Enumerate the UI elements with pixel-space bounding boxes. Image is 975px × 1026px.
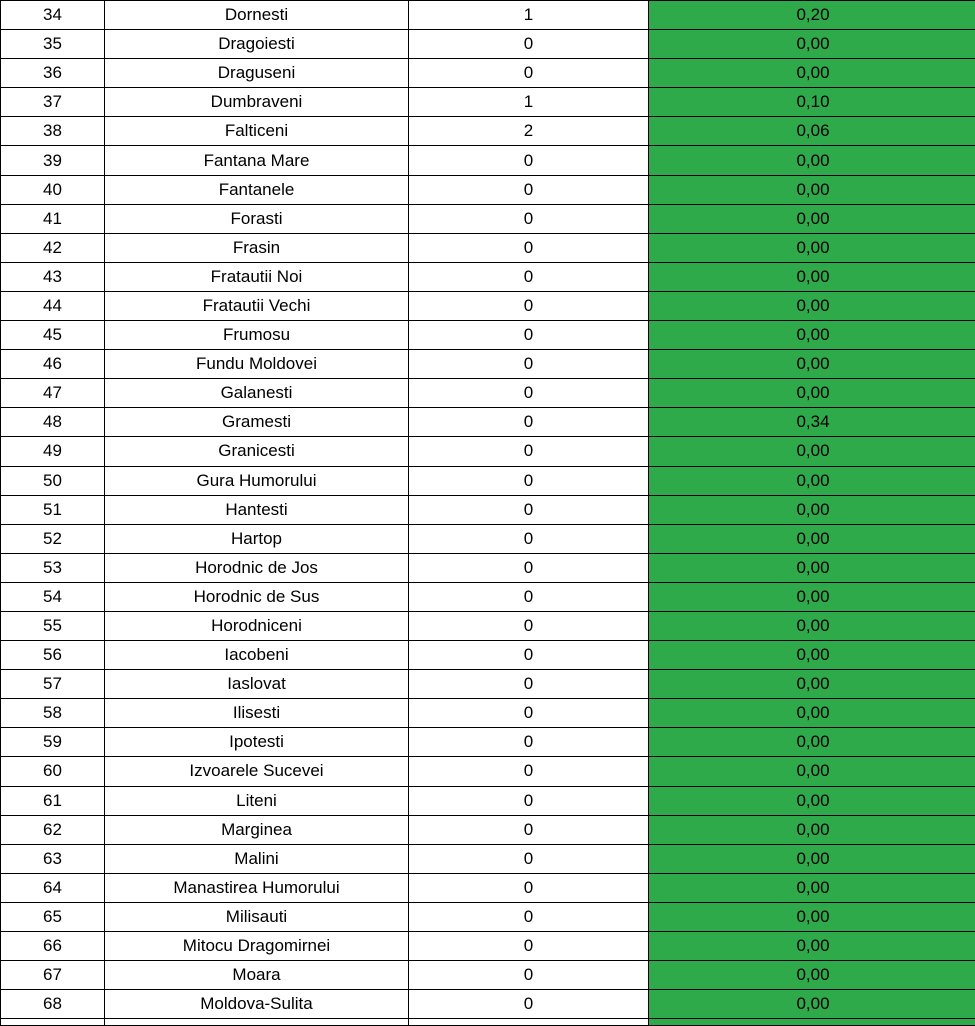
incidence-rate-cell[interactable]: 0,00: [649, 233, 975, 262]
locality-name-cell[interactable]: Hartop: [105, 524, 409, 553]
row-number-cell[interactable]: 47: [1, 379, 105, 408]
case-count-cell[interactable]: 0: [409, 204, 649, 233]
locality-name-cell[interactable]: Moara: [105, 961, 409, 990]
row-number-cell[interactable]: 66: [1, 932, 105, 961]
table-row: [1, 873, 975, 902]
row-number-cell[interactable]: 60: [1, 757, 105, 786]
incidence-rate-cell[interactable]: 0,00: [649, 524, 975, 553]
case-count-cell[interactable]: 0: [409, 990, 649, 1019]
case-count-cell[interactable]: 0: [409, 262, 649, 291]
locality-name-cell[interactable]: Fratautii Vechi: [105, 291, 409, 320]
incidence-rate-cell[interactable]: 0,00: [649, 932, 975, 961]
case-count-cell[interactable]: 0: [409, 611, 649, 640]
incidence-rate-cell[interactable]: 0,00: [649, 670, 975, 699]
row-number-cell[interactable]: 37: [1, 88, 105, 117]
locality-name-cell[interactable]: Fantanele: [105, 175, 409, 204]
row-number-cell[interactable]: 40: [1, 175, 105, 204]
incidence-rate-cell[interactable]: 0,00: [649, 466, 975, 495]
table-row: [1, 321, 975, 350]
case-count-cell[interactable]: 0: [409, 786, 649, 815]
case-count-cell[interactable]: 2: [409, 117, 649, 146]
locality-name-cell[interactable]: Draguseni: [105, 59, 409, 88]
case-count-cell[interactable]: 0: [409, 641, 649, 670]
row-number-cell[interactable]: 50: [1, 466, 105, 495]
table-row: [1, 291, 975, 320]
locality-name-cell[interactable]: Horodnic de Sus: [105, 582, 409, 611]
incidence-rate-cell[interactable]: 0,00: [649, 175, 975, 204]
case-count-cell[interactable]: 0: [409, 146, 649, 175]
locality-name-cell[interactable]: Milisauti: [105, 902, 409, 931]
row-number-cell[interactable]: 39: [1, 146, 105, 175]
row-number-cell-partial: [1, 1019, 105, 1026]
table-row: [1, 30, 975, 59]
incidence-rate-cell[interactable]: 0,00: [649, 641, 975, 670]
row-number-cell[interactable]: 63: [1, 844, 105, 873]
row-number-cell[interactable]: 42: [1, 233, 105, 262]
row-number-cell[interactable]: 64: [1, 873, 105, 902]
case-count-cell[interactable]: 0: [409, 524, 649, 553]
incidence-rate-cell[interactable]: 0,00: [649, 146, 975, 175]
locality-name-cell[interactable]: Fundu Moldovei: [105, 350, 409, 379]
case-count-cell[interactable]: 0: [409, 495, 649, 524]
incidence-rate-cell[interactable]: 0,00: [649, 786, 975, 815]
table-row: [1, 437, 975, 466]
incidence-rate-cell[interactable]: 0,00: [649, 873, 975, 902]
locality-name-cell[interactable]: Liteni: [105, 786, 409, 815]
locality-name-cell[interactable]: Galanesti: [105, 379, 409, 408]
incidence-rate-cell[interactable]: 0,06: [649, 117, 975, 146]
incidence-rate-cell[interactable]: 0,00: [649, 582, 975, 611]
incidence-rate-cell[interactable]: 0,34: [649, 408, 975, 437]
case-count-cell[interactable]: 0: [409, 291, 649, 320]
case-count-cell-partial: [409, 1019, 649, 1026]
case-count-cell[interactable]: 0: [409, 815, 649, 844]
locality-name-cell[interactable]: Gramesti: [105, 408, 409, 437]
table-row: [1, 728, 975, 757]
incidence-rate-cell[interactable]: 0,00: [649, 291, 975, 320]
table-row: [1, 466, 975, 495]
incidence-rate-cell[interactable]: 0,20: [649, 1, 975, 30]
locality-name-cell[interactable]: Dragoiesti: [105, 30, 409, 59]
case-count-cell[interactable]: 0: [409, 59, 649, 88]
table-row: [1, 524, 975, 553]
case-count-cell[interactable]: 0: [409, 873, 649, 902]
table-row: [1, 204, 975, 233]
case-count-cell[interactable]: 0: [409, 757, 649, 786]
locality-name-cell-partial: [105, 1019, 409, 1026]
table-row: [1, 88, 975, 117]
row-number-cell[interactable]: 36: [1, 59, 105, 88]
case-count-cell[interactable]: 0: [409, 437, 649, 466]
row-number-cell[interactable]: 52: [1, 524, 105, 553]
incidence-rate-cell[interactable]: 0,00: [649, 30, 975, 59]
row-number-cell[interactable]: 44: [1, 291, 105, 320]
row-number-cell[interactable]: 35: [1, 30, 105, 59]
locality-name-cell[interactable]: Mitocu Dragomirnei: [105, 932, 409, 961]
incidence-rate-cell[interactable]: 0,00: [649, 844, 975, 873]
incidence-rate-cell[interactable]: 0,00: [649, 321, 975, 350]
case-count-cell[interactable]: 0: [409, 961, 649, 990]
locality-name-cell[interactable]: Fratautii Noi: [105, 262, 409, 291]
row-number-cell[interactable]: 48: [1, 408, 105, 437]
row-number-cell[interactable]: 38: [1, 117, 105, 146]
table-row: [1, 641, 975, 670]
row-number-cell[interactable]: 51: [1, 495, 105, 524]
locality-name-cell[interactable]: Gura Humorului: [105, 466, 409, 495]
locality-name-cell[interactable]: Manastirea Humorului: [105, 873, 409, 902]
case-count-cell[interactable]: 0: [409, 30, 649, 59]
row-number-cell[interactable]: 56: [1, 641, 105, 670]
incidence-rate-cell[interactable]: 0,00: [649, 961, 975, 990]
case-count-cell[interactable]: 0: [409, 379, 649, 408]
row-number-cell[interactable]: 45: [1, 321, 105, 350]
locality-name-cell[interactable]: Horodnic de Jos: [105, 553, 409, 582]
table-row: [1, 146, 975, 175]
row-number-cell[interactable]: 59: [1, 728, 105, 757]
table-row: [1, 59, 975, 88]
row-number-cell[interactable]: 41: [1, 204, 105, 233]
table-row: [1, 670, 975, 699]
table-row: [1, 175, 975, 204]
table-row: [1, 815, 975, 844]
row-number-cell[interactable]: 53: [1, 553, 105, 582]
incidence-rate-cell[interactable]: 0,00: [649, 379, 975, 408]
case-count-cell[interactable]: 0: [409, 932, 649, 961]
table-row: [1, 553, 975, 582]
incidence-rate-cell[interactable]: 0,00: [649, 350, 975, 379]
incidence-rate-cell[interactable]: 0,00: [649, 815, 975, 844]
locality-name-cell[interactable]: Forasti: [105, 204, 409, 233]
row-number-cell[interactable]: 58: [1, 699, 105, 728]
case-count-cell[interactable]: 0: [409, 728, 649, 757]
case-count-cell[interactable]: 0: [409, 844, 649, 873]
row-number-cell[interactable]: 46: [1, 350, 105, 379]
incidence-rate-cell[interactable]: 0,00: [649, 262, 975, 291]
table-row: [1, 757, 975, 786]
locality-name-cell[interactable]: Granicesti: [105, 437, 409, 466]
row-number-cell[interactable]: 54: [1, 582, 105, 611]
locality-name-cell[interactable]: Falticeni: [105, 117, 409, 146]
row-number-cell[interactable]: 49: [1, 437, 105, 466]
locality-name-cell[interactable]: Malini: [105, 844, 409, 873]
locality-name-cell[interactable]: Ilisesti: [105, 699, 409, 728]
row-number-cell[interactable]: 68: [1, 990, 105, 1019]
row-number-cell[interactable]: 65: [1, 902, 105, 931]
locality-name-cell[interactable]: Dornesti: [105, 1, 409, 30]
table-row-partial: [1, 1019, 975, 1026]
case-count-cell[interactable]: 0: [409, 350, 649, 379]
row-number-cell[interactable]: 34: [1, 1, 105, 30]
row-number-cell[interactable]: 67: [1, 961, 105, 990]
incidence-rate-cell[interactable]: 0,00: [649, 495, 975, 524]
incidence-rate-cell[interactable]: 0,00: [649, 902, 975, 931]
table-row: [1, 961, 975, 990]
incidence-rate-cell[interactable]: 0,00: [649, 553, 975, 582]
locality-name-cell[interactable]: Ipotesti: [105, 728, 409, 757]
locality-name-cell[interactable]: Horodniceni: [105, 611, 409, 640]
case-count-cell[interactable]: 0: [409, 553, 649, 582]
table-row: [1, 786, 975, 815]
incidence-rate-cell[interactable]: 0,10: [649, 88, 975, 117]
locality-name-cell[interactable]: Hantesti: [105, 495, 409, 524]
incidence-rate-cell[interactable]: 0,00: [649, 204, 975, 233]
case-count-cell[interactable]: 0: [409, 902, 649, 931]
table-row: [1, 262, 975, 291]
incidence-rate-cell[interactable]: 0,00: [649, 59, 975, 88]
table-row: [1, 932, 975, 961]
locality-name-cell[interactable]: Dumbraveni: [105, 88, 409, 117]
row-number-cell[interactable]: 43: [1, 262, 105, 291]
incidence-rate-cell[interactable]: 0,00: [649, 990, 975, 1019]
table-row: [1, 699, 975, 728]
table-row: [1, 408, 975, 437]
table-row: [1, 582, 975, 611]
table-row: [1, 902, 975, 931]
case-count-cell[interactable]: 0: [409, 670, 649, 699]
locality-name-cell[interactable]: Moldova-Sulita: [105, 990, 409, 1019]
locality-name-cell[interactable]: Iaslovat: [105, 670, 409, 699]
table-row: [1, 379, 975, 408]
case-count-cell[interactable]: 0: [409, 233, 649, 262]
case-count-cell[interactable]: 1: [409, 1, 649, 30]
incidence-rate-cell[interactable]: 0,00: [649, 437, 975, 466]
row-number-cell[interactable]: 57: [1, 670, 105, 699]
table-row: [1, 233, 975, 262]
locality-name-cell[interactable]: Fantana Mare: [105, 146, 409, 175]
incidence-rate-cell-partial: [649, 1019, 975, 1026]
row-number-cell[interactable]: 55: [1, 611, 105, 640]
table-row: [1, 350, 975, 379]
case-count-cell[interactable]: 0: [409, 321, 649, 350]
incidence-rate-cell[interactable]: 0,00: [649, 611, 975, 640]
case-count-cell[interactable]: 0: [409, 582, 649, 611]
table-row: [1, 495, 975, 524]
case-count-cell[interactable]: 0: [409, 699, 649, 728]
locality-name-cell[interactable]: Marginea: [105, 815, 409, 844]
table-row: [1, 990, 975, 1019]
incidence-rate-cell[interactable]: 0,00: [649, 728, 975, 757]
table-row: [1, 611, 975, 640]
table-row: [1, 844, 975, 873]
case-count-cell[interactable]: 0: [409, 408, 649, 437]
incidence-rate-cell[interactable]: 0,00: [649, 757, 975, 786]
locality-name-cell[interactable]: Frumosu: [105, 321, 409, 350]
row-number-cell[interactable]: 61: [1, 786, 105, 815]
incidence-rate-cell[interactable]: 0,00: [649, 699, 975, 728]
table-body: [1, 1, 975, 1026]
table-row: [1, 117, 975, 146]
case-count-cell[interactable]: 0: [409, 175, 649, 204]
row-number-cell[interactable]: 62: [1, 815, 105, 844]
case-count-cell[interactable]: 1: [409, 88, 649, 117]
table-row: [1, 1, 975, 30]
case-count-cell[interactable]: 0: [409, 466, 649, 495]
locality-name-cell[interactable]: Frasin: [105, 233, 409, 262]
locality-name-cell[interactable]: Iacobeni: [105, 641, 409, 670]
locality-name-cell[interactable]: Izvoarele Sucevei: [105, 757, 409, 786]
